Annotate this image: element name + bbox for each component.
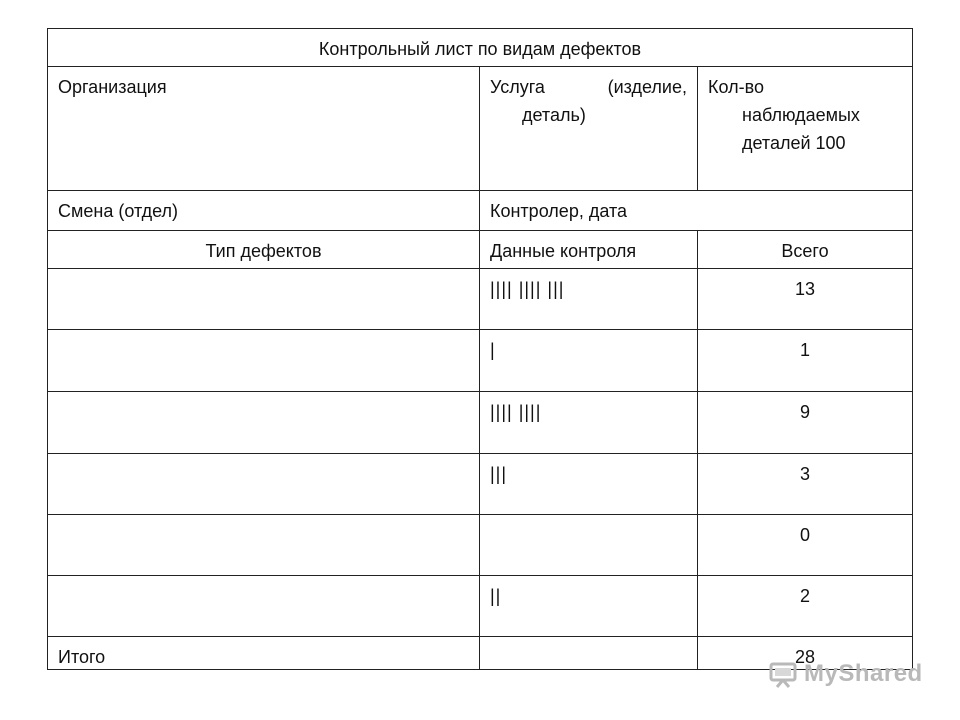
header-control-data: Данные контроля [479, 231, 697, 268]
row-total: 0 [697, 515, 912, 575]
summary-label: Итого [58, 647, 106, 667]
tally-marks [479, 515, 697, 575]
summary-tally [479, 637, 697, 669]
header-total: Всего [697, 231, 912, 268]
defect-type-cell [48, 269, 479, 329]
service-label-line1: Услуга (изделие, [490, 77, 687, 97]
table-row [48, 515, 912, 576]
defect-type-cell [48, 454, 479, 514]
row-total: 13 [697, 269, 912, 329]
check-sheet-table [47, 28, 913, 670]
table-row [48, 269, 912, 330]
shift-row [48, 191, 912, 231]
row-total: 9 [697, 392, 912, 453]
table-row [48, 454, 912, 515]
row-total: 3 [697, 454, 912, 514]
header-defect-type: Тип дефектов [205, 241, 322, 261]
title-row [48, 29, 912, 67]
info-row [48, 67, 912, 191]
count-label-line3: деталей 100 [742, 133, 846, 153]
defect-type-cell [48, 515, 479, 575]
controller-label: Контролер, дата [479, 191, 912, 230]
service-label-cell [479, 67, 697, 190]
tally-marks: |||| |||| ||| [479, 269, 697, 329]
tally-marks: |||| |||| [479, 392, 697, 453]
count-label-line2: наблюдаемых [742, 105, 860, 125]
watermark-text: MyShared [804, 660, 923, 687]
watermark-logo [768, 658, 923, 690]
sheet-title: Контрольный лист по видам дефектов [318, 39, 642, 59]
service-label-line2: деталь) [522, 105, 586, 125]
shift-label: Смена (отдел) [58, 201, 179, 221]
count-label-cell [697, 67, 912, 190]
tally-marks: || [479, 576, 697, 636]
defect-type-cell [48, 576, 479, 636]
tally-marks: ||| [479, 454, 697, 514]
defect-type-cell [48, 392, 479, 453]
row-total: 2 [697, 576, 912, 636]
tally-marks: | [479, 330, 697, 391]
table-row [48, 392, 912, 454]
table-row [48, 330, 912, 392]
count-label-line1: Кол-во [708, 77, 764, 97]
table-row [48, 576, 912, 637]
summary-total: 28 [697, 637, 912, 669]
organization-label: Организация [58, 77, 167, 97]
header-row [48, 231, 912, 269]
defect-type-cell [48, 330, 479, 391]
presentation-board-icon [768, 659, 798, 689]
row-total: 1 [697, 330, 912, 391]
